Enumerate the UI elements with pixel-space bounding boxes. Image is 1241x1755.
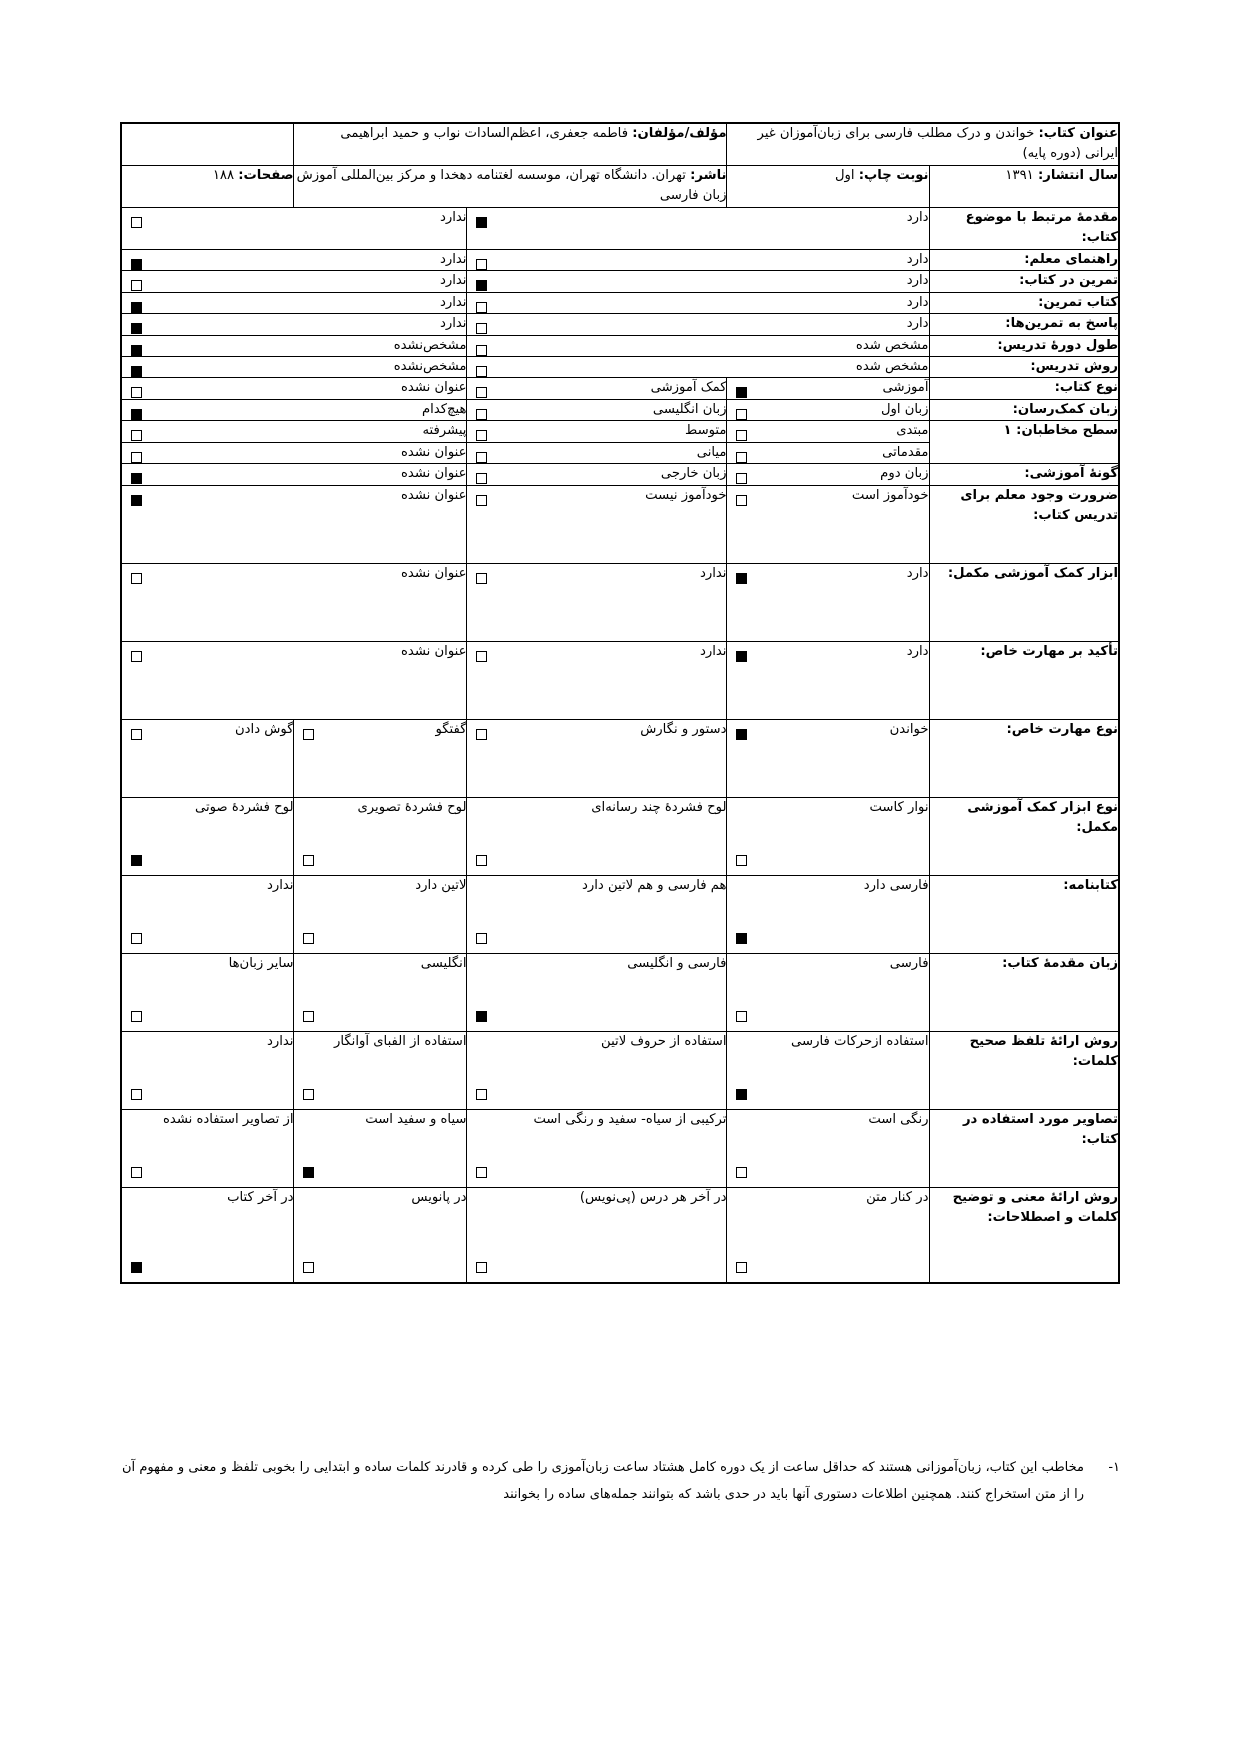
option-cell[interactable] [467,335,929,356]
checkbox-empty-icon[interactable] [736,430,747,441]
checkbox-empty-icon[interactable] [736,409,747,420]
form-row [121,641,1119,719]
option-label: رنگی است [868,1111,929,1127]
option-label: میانی [696,444,727,460]
option-label: مبتدی [896,423,929,439]
option-cell[interactable] [121,641,467,719]
option-cell[interactable] [727,442,929,463]
checkbox-checked-icon[interactable] [736,1089,747,1100]
checkbox-checked-icon[interactable] [131,323,142,334]
form-row [121,563,1119,641]
option-label: عنوان نشده [401,380,467,396]
option-label: لوح فشردۀ تصویری [357,799,467,815]
checkbox-empty-icon[interactable] [131,933,142,944]
checkbox-empty-icon[interactable] [736,1167,747,1178]
option-label: کمک آموزشی [650,380,727,396]
checkbox-empty-icon[interactable] [131,1167,142,1178]
option-cell[interactable] [294,1109,467,1187]
option-cell[interactable] [121,797,294,875]
edition-cell [727,165,929,207]
option-label: ندارد [699,565,727,581]
form-row [121,399,1119,420]
option-label: زبان دوم [880,466,929,482]
checkbox-empty-icon[interactable] [476,933,487,944]
option-label: هم فارسی و هم لاتین دارد [581,877,727,893]
option-label: گوش دادن [235,721,294,737]
option-label: ندارد [439,251,467,267]
checkbox-empty-icon[interactable] [476,259,487,270]
checkbox-checked-icon[interactable] [131,473,142,484]
option-cell[interactable] [467,314,929,335]
checkbox-empty-icon[interactable] [476,345,487,356]
authors-cell [294,123,727,165]
option-cell[interactable] [121,1109,294,1187]
checkbox-checked-icon[interactable] [131,302,142,313]
option-cell[interactable] [121,1187,294,1283]
option-cell[interactable] [121,953,294,1031]
option-cell[interactable] [121,249,467,270]
option-cell[interactable] [121,335,467,356]
option-cell[interactable] [294,953,467,1031]
option-cell[interactable] [121,1031,294,1109]
checkbox-empty-icon[interactable] [131,452,142,463]
checkbox-empty-icon[interactable] [303,1011,314,1022]
option-label: ندارد [699,643,727,659]
publisher-value: تهران. دانشگاه تهران، موسسه لغتنامه دهخدا و مرکز بین‌المللی آموزش زبان فارسی [296,167,727,204]
checkbox-empty-icon[interactable] [476,1089,487,1100]
option-label: مقدماتی [882,444,929,460]
form-body [121,123,1119,1283]
checkbox-checked-icon[interactable] [476,1011,487,1022]
checkbox-checked-icon[interactable] [303,1167,314,1178]
option-cell[interactable] [121,292,467,313]
field-label: زبان کمک‌رسان: [929,399,1119,420]
year-cell [929,165,1119,207]
checkbox-empty-icon[interactable] [476,473,487,484]
footnote-item [122,1455,1120,1508]
field-label: روش ارائۀ تلفظ صحیح کلمات: [929,1031,1119,1109]
option-label: ندارد [439,316,467,332]
option-label: لوح فشردۀ چند رسانه‌ای [591,799,727,815]
option-label: استفاده از الفبای آوانگار [334,1033,467,1049]
option-label: زبان انگلیسی [652,401,727,417]
header-row-publication [121,165,1119,207]
form-row [121,1031,1119,1109]
checkbox-checked-icon[interactable] [131,495,142,506]
option-cell[interactable] [294,875,467,953]
option-label: عنوان نشده [401,466,467,482]
option-cell[interactable] [727,464,929,485]
option-label: دارد [906,316,929,332]
checkbox-empty-icon[interactable] [131,387,142,398]
option-cell[interactable] [467,442,727,463]
field-label: تأکید بر مهارت خاص: [929,641,1119,719]
option-cell[interactable] [467,249,929,270]
checkbox-empty-icon[interactable] [736,495,747,506]
footnote-text: مخاطب این کتاب، زبان‌آموزانی هستند که حداقل ساعت از یک دوره کامل هشتاد ساعت زبان‌آموزی را طی کرده و قادرند کلمات ساده و ابتدایی را بخوبی تلفظ و معنی و مفهوم آن را از متن استخراج کنند. همچنین اطلاعات دستوری آنها باید در حدی باشد که بتوانند جمله‌های ساده را بخوانند [122,1460,1084,1502]
option-label: نوار کاست [869,799,929,815]
checkbox-empty-icon[interactable] [736,855,747,866]
option-label: دارد [906,294,929,310]
option-cell[interactable] [467,464,727,485]
field-label: سطح مخاطبان: ۱ [929,421,1119,464]
option-cell[interactable] [467,356,929,377]
option-label: استفاده ازحرکات فارسی [791,1033,929,1049]
option-cell[interactable] [467,797,727,875]
checkbox-empty-icon[interactable] [303,933,314,944]
header-row-title [121,123,1119,165]
option-label: عنوان نشده [401,565,467,581]
field-label: کتاب تمرین: [929,292,1119,313]
option-cell[interactable] [467,207,929,249]
form-row [121,378,1119,399]
checkbox-empty-icon[interactable] [476,495,487,506]
option-cell[interactable] [467,1109,727,1187]
footnote-block [122,1455,1120,1508]
option-label: مشخص شده [855,358,929,374]
option-cell[interactable] [727,563,929,641]
option-label: مشخص‌نشده [393,358,467,374]
checkbox-empty-icon[interactable] [131,1011,142,1022]
checkbox-checked-icon[interactable] [131,366,142,377]
field-label: مقدمۀ مرتبط با موضوع کتاب: [929,207,1119,249]
form-row [121,875,1119,953]
option-label: دستور و نگارش [640,721,727,737]
year-label: سال انتشار: [1037,167,1118,183]
checkbox-empty-icon[interactable] [736,473,747,484]
option-cell[interactable] [467,399,727,420]
field-label: روش ارائۀ معنی و توضیح کلمات و اصطلاحات: [929,1187,1119,1283]
option-label: آموزشی [882,380,929,396]
field-label: تمرین در کتاب: [929,271,1119,292]
option-cell[interactable] [467,271,929,292]
option-cell[interactable] [294,719,467,797]
option-cell[interactable] [727,797,929,875]
checkbox-checked-icon[interactable] [131,345,142,356]
checkbox-checked-icon[interactable] [131,259,142,270]
checkbox-empty-icon[interactable] [736,1011,747,1022]
option-cell[interactable] [121,421,467,442]
option-cell[interactable] [121,464,467,485]
option-label: ترکیبی از سیاه- سفید و رنگی است [533,1111,727,1127]
pages-cell [121,165,294,207]
option-label: عنوان نشده [401,487,467,503]
option-cell[interactable] [294,797,467,875]
field-label: راهنمای معلم: [929,249,1119,270]
option-cell[interactable] [467,485,727,563]
option-cell[interactable] [121,314,467,335]
field-label: طول دورۀ تدریس: [929,335,1119,356]
option-label: در آخر هر درس (پی‌نویس) [579,1189,727,1205]
field-label: زبان مقدمۀ کتاب: [929,953,1119,1031]
checkbox-empty-icon[interactable] [476,366,487,377]
field-label: ابزار کمک آموزشی مکمل: [929,563,1119,641]
form-row [121,335,1119,356]
checkbox-empty-icon[interactable] [476,387,487,398]
book-title-label: عنوان کتاب: [1038,126,1118,141]
checkbox-checked-icon[interactable] [476,280,487,291]
checkbox-empty-icon[interactable] [303,729,314,740]
form-row [121,314,1119,335]
option-cell[interactable] [121,378,467,399]
option-label: لوح فشردۀ صوتی [194,799,294,815]
field-label: نوع ابزار کمک آموزشی مکمل: [929,797,1119,875]
option-cell[interactable] [467,378,727,399]
checkbox-empty-icon[interactable] [131,280,142,291]
authors-label: مؤلف/مؤلفان: [632,126,727,141]
checkbox-empty-icon[interactable] [303,1089,314,1100]
option-cell[interactable] [727,1187,929,1283]
option-label: گفتگو [435,721,467,737]
option-cell[interactable] [121,875,294,953]
checkbox-empty-icon[interactable] [476,430,487,441]
option-cell[interactable] [121,442,467,463]
checkbox-empty-icon[interactable] [131,430,142,441]
footnote-marker: ۱- [1108,1460,1120,1475]
form-row [121,464,1119,485]
form-row [121,1187,1119,1283]
form-table [120,122,1120,1284]
option-label: متوسط [685,423,727,439]
form-row [121,485,1119,563]
checkbox-empty-icon[interactable] [476,323,487,334]
option-cell[interactable] [467,563,727,641]
option-cell[interactable] [727,1031,929,1109]
form-row [121,207,1119,249]
option-label: استفاده از حروف لاتین [601,1033,727,1049]
publisher-cell [294,165,727,207]
checkbox-empty-icon[interactable] [736,1262,747,1273]
option-label: از تصاویر استفاده نشده [163,1111,294,1127]
option-label: خودآموز نیست [645,487,727,503]
option-label: ندارد [439,209,467,225]
checkbox-empty-icon[interactable] [476,1167,487,1178]
edition-label: نوبت چاپ: [858,167,929,183]
option-label: لاتین دارد [415,877,467,893]
option-cell[interactable] [294,1031,467,1109]
pages-value: ۱۸۸ [212,167,235,183]
option-label: سیاه و سفید است [365,1111,467,1127]
option-label: خودآموز است [851,487,929,503]
field-label: کتابنامه: [929,875,1119,953]
checkbox-empty-icon[interactable] [476,573,487,584]
option-label: ندارد [439,294,467,310]
option-cell[interactable] [121,719,294,797]
option-cell[interactable] [121,399,467,420]
option-cell[interactable] [121,485,467,563]
checkbox-checked-icon[interactable] [736,729,747,740]
checkbox-empty-icon[interactable] [131,729,142,740]
form-row [121,953,1119,1031]
book-evaluation-form [122,122,1120,1284]
field-label: نوع مهارت خاص: [929,719,1119,797]
option-cell[interactable] [727,953,929,1031]
field-label: نوع کتاب: [929,378,1119,399]
checkbox-empty-icon[interactable] [476,1262,487,1273]
option-label: پیشرفته [422,423,467,439]
checkbox-empty-icon[interactable] [303,1262,314,1273]
form-row [121,1109,1119,1187]
checkbox-checked-icon[interactable] [736,933,747,944]
option-cell[interactable] [121,356,467,377]
year-value: ۱۳۹۱ [1005,167,1034,183]
option-label: در پانویس [411,1189,467,1205]
checkbox-empty-icon[interactable] [131,217,142,228]
option-label: دارد [906,565,929,581]
checkbox-empty-icon[interactable] [736,452,747,463]
option-cell[interactable] [727,875,929,953]
form-row [121,249,1119,270]
option-label: زبان خارجی [660,466,727,482]
option-cell[interactable] [467,421,727,442]
option-cell[interactable] [121,207,467,249]
checkbox-empty-icon[interactable] [131,651,142,662]
pages-label: صفحات: [238,167,294,183]
option-label: فارسی [889,955,929,971]
field-label: پاسخ به تمرین‌ها: [929,314,1119,335]
option-cell[interactable] [467,953,727,1031]
option-cell[interactable] [727,485,929,563]
option-cell[interactable] [467,1187,727,1283]
option-label: عنوان نشده [401,444,467,460]
option-cell[interactable] [467,641,727,719]
option-label: در آخر کتاب [227,1189,294,1205]
form-row [121,797,1119,875]
checkbox-empty-icon[interactable] [476,855,487,866]
option-label: ندارد [266,877,294,893]
option-label: مشخص شده [855,337,929,353]
field-label: تصاویر مورد استفاده در کتاب: [929,1109,1119,1187]
option-label: فارسی و انگلیسی [627,955,727,971]
option-cell[interactable] [467,292,929,313]
form-row [121,292,1119,313]
option-label: دارد [906,643,929,659]
option-cell[interactable] [467,875,727,953]
field-label: ضرورت وجود معلم برای تدریس کتاب: [929,485,1119,563]
option-label: فارسی دارد [863,877,929,893]
checkbox-checked-icon[interactable] [131,855,142,866]
option-cell[interactable] [121,271,467,292]
option-cell[interactable] [727,1109,929,1187]
option-label: هیچ‌کدام [422,401,467,417]
edition-value: اول [834,167,855,183]
book-title-cell [727,123,1119,165]
checkbox-empty-icon[interactable] [476,729,487,740]
checkbox-checked-icon[interactable] [131,409,142,420]
option-cell[interactable] [467,719,727,797]
checkbox-checked-icon[interactable] [736,651,747,662]
checkbox-checked-icon[interactable] [131,1262,142,1273]
form-row [121,421,1119,442]
option-cell[interactable] [727,378,929,399]
form-row [121,356,1119,377]
option-label: عنوان نشده [401,643,467,659]
checkbox-empty-icon[interactable] [476,409,487,420]
option-label: زبان اول [880,401,929,417]
option-label: خواندن [889,721,929,737]
option-cell[interactable] [727,421,929,442]
option-label: انگلیسی [420,955,467,971]
form-row [121,271,1119,292]
field-label: روش تدریس: [929,356,1119,377]
checkbox-checked-icon[interactable] [736,387,747,398]
option-label: دارد [906,251,929,267]
option-label: در کنار متن [866,1189,929,1205]
checkbox-checked-icon[interactable] [476,217,487,228]
option-label: دارد [906,273,929,289]
option-cell[interactable] [467,1031,727,1109]
checkbox-empty-icon[interactable] [303,855,314,866]
checkbox-empty-icon[interactable] [476,452,487,463]
checkbox-empty-icon[interactable] [476,651,487,662]
option-label: ندارد [439,273,467,289]
checkbox-empty-icon[interactable] [476,302,487,313]
checkbox-checked-icon[interactable] [736,573,747,584]
option-cell[interactable] [121,563,467,641]
option-label: مشخص‌نشده [393,337,467,353]
option-label: ندارد [266,1033,294,1049]
publisher-label: ناشر: [690,167,727,183]
checkbox-empty-icon[interactable] [131,1089,142,1100]
authors-value: فاطمه جعفری، اعظم‌السادات نواب و حمید ابراهیمی [340,126,629,141]
option-label: دارد [906,209,929,225]
option-label: سایر زبان‌ها [228,955,294,971]
checkbox-empty-icon[interactable] [131,573,142,584]
option-cell[interactable] [727,719,929,797]
option-cell[interactable] [727,641,929,719]
book-title-value: خواندن و درک مطلب فارسی برای زبان‌آموزان غیر ایرانی (دوره پایه) [757,126,1118,162]
field-label: گونۀ آموزشی: [929,464,1119,485]
header-blank-cell [121,123,294,165]
option-cell[interactable] [727,399,929,420]
option-cell[interactable] [294,1187,467,1283]
form-row [121,719,1119,797]
